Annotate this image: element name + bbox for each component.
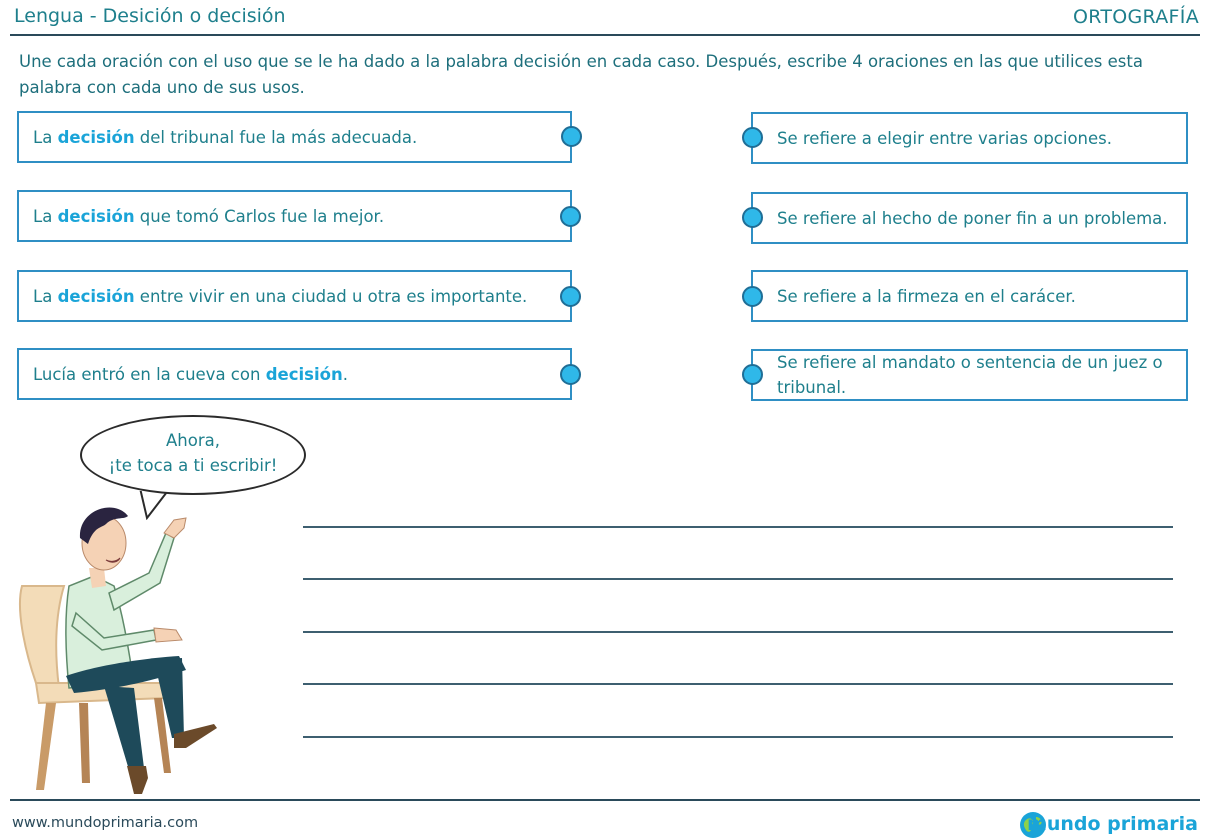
sentence-text: del tribunal fue la más adecuada. [134, 127, 418, 147]
sentence-box-4 [17, 348, 572, 400]
sentence-text: La [33, 127, 58, 147]
use-box-2 [751, 192, 1188, 244]
sentence-text: . [342, 364, 348, 384]
sentence-box-2 [17, 190, 572, 242]
connector-dot-right-4[interactable] [742, 364, 763, 385]
sentence-box-1 [17, 111, 572, 163]
seated-man-illustration [14, 498, 229, 796]
connector-dot-left-2[interactable] [560, 206, 581, 227]
use-text: Se refiere al mandato o sentencia de un juez o tribunal. [777, 353, 1163, 397]
sentence-box-3 [17, 270, 572, 322]
footer-divider [10, 799, 1200, 801]
use-box-1 [751, 112, 1188, 164]
connector-dot-right-2[interactable] [742, 207, 763, 228]
writing-line-4[interactable] [303, 683, 1173, 685]
speech-line-2: ¡te toca a ti escribir! [108, 456, 278, 475]
subject-label: ORTOGRAFÍA [1072, 6, 1199, 28]
sentence-text: La [33, 286, 58, 306]
use-text: Se refiere a la firmeza en el carácer. [777, 286, 1076, 306]
sentence-text: Lucía entró en la cueva con [33, 364, 266, 384]
worksheet-title: Lengua - Desición o decisión [14, 5, 286, 27]
instructions-text: Une cada oración con el uso que se le ha dado a la palabra decisión en cada caso. Después, escribe 4 oraciones en las que utilices esta palabra con cada uno de sus usos. [19, 52, 1143, 97]
use-text: Se refiere a elegir entre varias opciones. [777, 128, 1112, 148]
keyword-highlight: decisión [57, 206, 135, 226]
brand-logo-text[interactable]: mundo primaria [1027, 813, 1198, 835]
writing-line-2[interactable] [303, 578, 1173, 580]
sentence-text: entre vivir en una ciudad u otra es importante. [134, 286, 528, 306]
speech-line-1: Ahora, [166, 431, 220, 450]
keyword-highlight: decisión [57, 286, 135, 306]
connector-dot-left-3[interactable] [560, 286, 581, 307]
use-box-3 [751, 270, 1188, 322]
connector-dot-left-1[interactable] [561, 126, 582, 147]
keyword-highlight: decisión [265, 364, 343, 384]
writing-line-5[interactable] [303, 736, 1173, 738]
footer-url[interactable]: www.mundoprimaria.com [12, 815, 199, 831]
keyword-highlight: decisión [57, 127, 135, 147]
connector-dot-right-3[interactable] [742, 286, 763, 307]
sentence-text: La [33, 206, 58, 226]
speech-bubble [80, 415, 306, 495]
writing-line-3[interactable] [303, 631, 1173, 633]
writing-line-1[interactable] [303, 526, 1173, 528]
use-text: Se refiere al hecho de poner fin a un problema. [777, 208, 1168, 228]
connector-dot-right-1[interactable] [742, 127, 763, 148]
connector-dot-left-4[interactable] [560, 364, 581, 385]
header-divider [10, 34, 1200, 36]
use-box-4 [751, 349, 1188, 401]
sentence-text: que tomó Carlos fue la mejor. [134, 206, 385, 226]
